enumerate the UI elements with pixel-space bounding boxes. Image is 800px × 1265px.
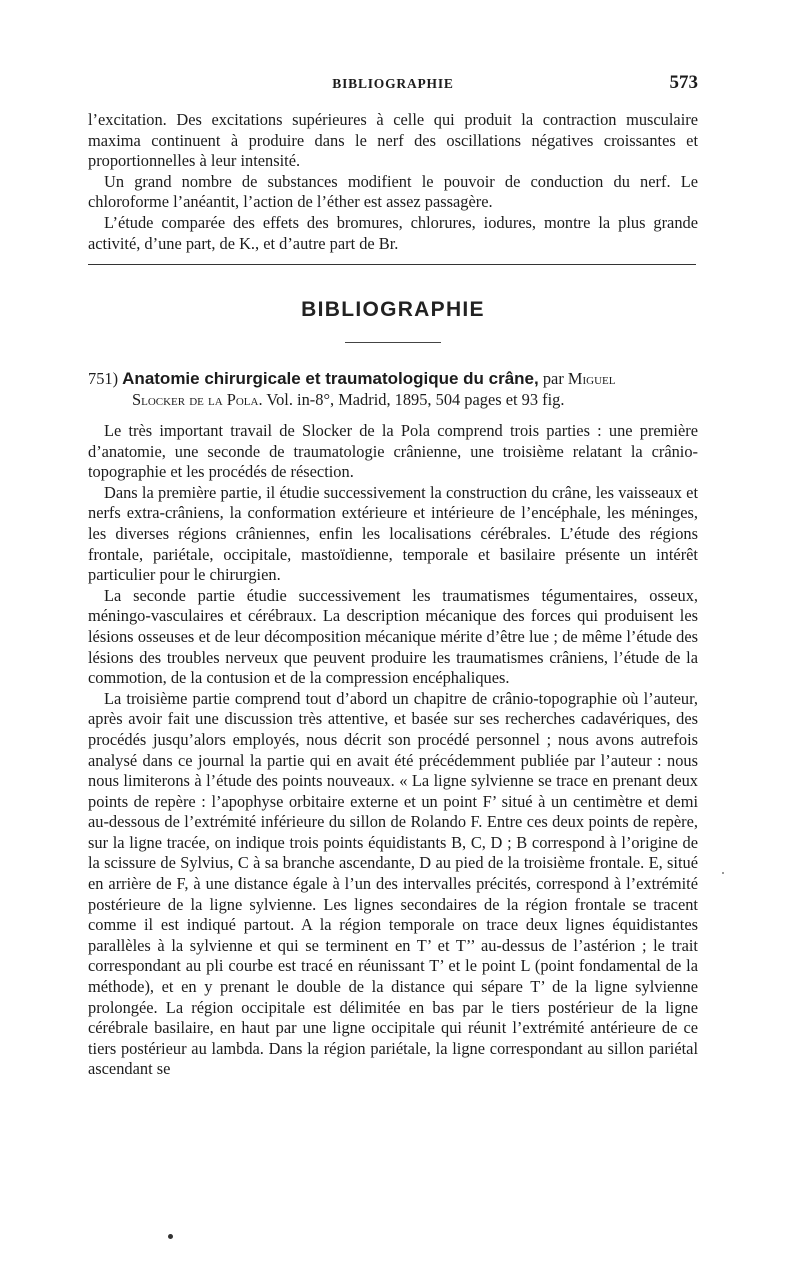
running-title: BIBLIOGRAPHIE (332, 76, 454, 91)
ink-speck (168, 1234, 173, 1239)
section-heading: BIBLIOGRAPHIE (301, 298, 485, 321)
continued-text (88, 110, 698, 254)
entry-details: Vol. in-8°, Madrid, 1895, 504 pages et 93 fig. (266, 390, 565, 409)
ink-speck (722, 872, 724, 874)
entry-by: par (542, 369, 564, 388)
page-number: 573 (669, 72, 698, 93)
entry-author-last: Slocker de la Pola. (132, 390, 263, 409)
paragraph: Dans la première partie, il étudie successivement la construction du crâne, les vaisseaux et nerfs extra-crâniens, la conformation extérieure et intérieure de l’encéphale, les méninges, les diverses régions crâniennes, enfin les localisations cérébrales. L’étude des régions frontale, pariétale, occipitale, mastoïdienne, temporale et basilaire présente un intérêt particulier pour le chirurgien. (88, 482, 698, 585)
paragraph: La seconde partie étudie successivement les traumatismes tégumentaires, osseux, méningo-vasculaires et cérébraux. La description mécanique des forces qui produisent les lésions osseuses et de leur décomposition mécanique mérite d’être lue ; de même l’étude des lésions des troubles nerveux que peuvent produire les traumatismes crâniens, l’étude de la commotion, de la contusion et de la compression encéphaliques. (88, 585, 698, 688)
paragraph: Le très important travail de Slocker de la Pola comprend trois parties : une première d’anatomie, une seconde de traumatologie crânienne, une troisième relatant la crânio-topographie et les procédés de résection. (88, 421, 698, 482)
entry-number: 751) (88, 369, 119, 388)
paragraph: L’étude comparée des effets des bromures, chlorures, iodures, montre la plus grande activité, d’une part, de K., et d’autre part de Br. (88, 212, 698, 253)
section-divider (88, 264, 696, 265)
heading-underline (345, 342, 441, 343)
paragraph: Un grand nombre de substances modifient le pouvoir de conduction du nerf. Le chloroforme l’anéantit, l’action de l’éther est assez passagère. (88, 171, 698, 212)
paragraph: l’excitation. Des excitations supérieures à celle qui produit la contraction musculaire maxima continuent à produire dans le nerf des oscillations négatives croissantes et proportionnelles à leur intensité. (88, 110, 698, 171)
running-head (88, 74, 698, 96)
paragraph: La troisième partie comprend tout d’abord un chapitre de crânio-topographie où l’auteur, après avoir fait une discussion très attentive, et basée sur ses recherches cadavériques, des procédés jusqu’alors employés, nous décrit son procédé personnel ; nous avons autrefois analysé dans ce journal la partie qui en avait été précédemment publiée par l’auteur : nous nous limiterons à l’étude des points nouveaux. « La ligne sylvienne se trace en prenant deux points de repère : l’apophyse orbitaire externe et un point F’ situé à un centimètre et demi au-dessous de l’extrémité inférieure du sillon de Rolando F. Entre ces deux points de repère, sur la ligne tracée, on indique trois points équidistants B, C, D ; B correspond à l’origine de la scissure de Sylvius, C à sa branche ascendante, D au pied de la troisième frontale. E, situé en arrière de F, à une distance égale à l’un des intervalles précités, correspond à l’extrémité postérieure de la ligne sylvienne. Les lignes secondaires de la région frontale se tracent comme il est indiqué partout. A la région temporale on trace deux lignes équidistantes parallèles à la sylvienne et qui se terminent en T’ et T’’ au-dessus de l’astérion ; le trait correspondant au pli courbe est tracé en réunissant T’ et le point L (point fondamental de la méthode), et en y prenant le double de la distance qui sépare T’ de la ligne sylvienne prolongée. La région occipitale est délimitée en bas par le tiers postérieur de la ligne cérébrale basilaire, en haut par une ligne occipitale qui réunit l’extrémité antérieure de ce tiers postérieur au lambda. Dans la région pariétale, la ligne correspondant au sillon pariétal ascendant se (88, 688, 698, 1079)
entry-author-first: Miguel (567, 369, 616, 388)
bibliography-entry-header (88, 368, 698, 410)
review-text (88, 421, 698, 1080)
entry-title: Anatomie chirurgicale et traumatologique du crâne, (122, 369, 539, 388)
